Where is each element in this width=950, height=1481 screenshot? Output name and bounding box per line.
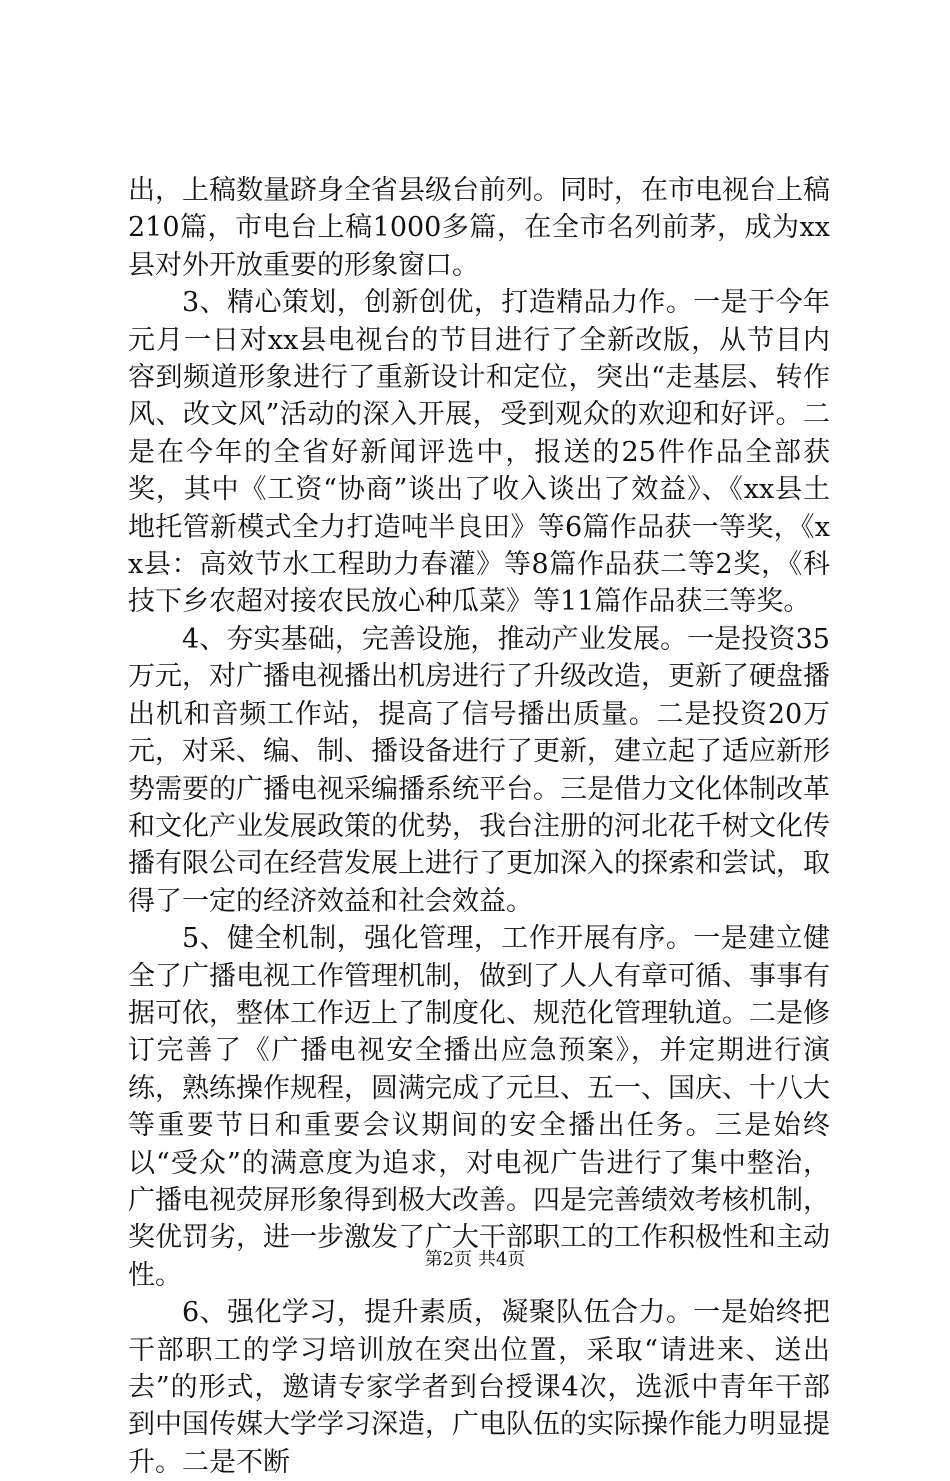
paragraph-continuation: 出，上稿数量跻身全省县级台前列。同时，在市电视台上稿210篇，市电台上稿1000多篇，在全市名列前茅，成为xx县对外开放重要的形象窗口。 (128, 175, 830, 281)
paragraph-item-5: 5、健全机制，强化管理，工作开展有序。一是建立健全了广播电视工作管理机制，做到了人人有章可循、事事有据可依，整体工作迈上了制度化、规范化管理轨道。二是修订完善了《广播电视安全播出应急预案》，并定期进行演练，熟练操作规程，圆满完成了元旦、五一、国庆、十八大等重要节日和重要会议期间的安全播出任务。三是始终以“受众”的满意度为追求，对电视广告进行了集中整治，广播电视荧屏形象得到极大改善。四是完善绩效考核机制，奖优罚劣，进一步激发了广大干部职工的工作积极性和主动性。 (128, 923, 830, 1291)
body-text (128, 172, 830, 1481)
page-number-footer: 第2页 共4页 (424, 1249, 526, 1270)
paragraph-item-3: 3、精心策划，创新创优，打造精品力作。一是于今年元月一日对xx县电视台的节目进行了全新改版，从节目内容到频道形象进行了重新设计和定位，突出“走基层、转作风、改文风”活动的深入开展，受到观众的欢迎和好评。二是在今年的全省好新闻评选中，报送的25件作品全部获奖，其中《工资“协商”谈出了收入谈出了效益》、《xx县土地托管新模式全力打造吨半良田》等6篇作品获一等奖，《xx县：高效节水工程助力春灌》等8篇作品获二等2奖，《科技下乡农超对接农民放心种瓜菜》等11篇作品获三等奖。 (128, 287, 830, 618)
paragraph-item-4: 4、夯实基础，完善设施，推动产业发展。一是投资35万元，对广播电视播出机房进行了升级改造，更新了硬盘播出机和音频工作站，提高了信号播出质量。二是投资20万元，对采、编、制、播设备进行了更新，建立起了适应新形势需要的广播电视采编播系统平台。三是借力文化体制改革和文化产业发展政策的优势，我台注册的河北花千树文化传播有限公司在经营发展上进行了更加深入的探索和尝试，取得了一定的经济效益和社会效益。 (128, 623, 830, 917)
paragraph-item-6: 6、强化学习，提升素质，凝聚队伍合力。一是始终把干部职工的学习培训放在突出位置，采取“请进来、送出去”的形式，邀请专家学者到台授课4次，选派中青年干部到中国传媒大学学习深造，广电队伍的实际操作能力明显提升。二是不断 (128, 1297, 830, 1478)
